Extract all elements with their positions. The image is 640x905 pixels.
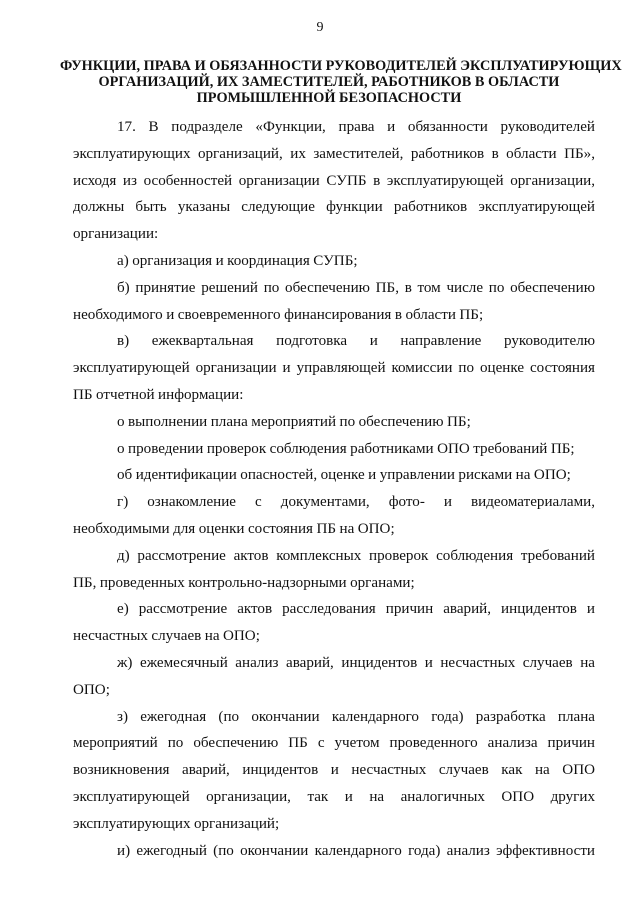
heading-line: ФУНКЦИИ, ПРАВА И ОБЯЗАННОСТИ РУКОВОДИТЕЛЕЙ ЭКСПЛУАТИРУЮЩИХ — [60, 58, 622, 74]
list-item-i: и) ежегодный (по окончании календарного года) анализ эффективности — [117, 842, 595, 859]
paragraph-17-intro: 17. В подразделе «Функции, права и обязанности руководителей эксплуатирующих организаций, их заместителей, работников в области ПБ», исходя из особенностей организации СУПБ в эксплуатирующей организации, должны быть указаны следующие функции работников эксплуатирующей организации: — [73, 119, 595, 243]
heading-line: ОРГАНИЗАЦИЙ, ИХ ЗАМЕСТИТЕЛЕЙ, РАБОТНИКОВ В ОБЛАСТИ — [98, 74, 560, 90]
list-item-z: з) ежегодная (по окончании календарного года) разработка плана мероприятий по обеспечению ПБ с учетом проведенного анализа причин возникновения аварий, инцидентов и несчастных случаев как на ОПО эксплуатирующей организации, так и на аналогичных ОПО других эксплуатирующих организаций; — [73, 708, 595, 832]
list-item-zh: ж) ежемесячный анализ аварий, инцидентов и несчастных случаев на ОПО; — [73, 654, 595, 698]
list-item-d: д) рассмотрение актов комплексных проверок соблюдения требований ПБ, проведенных контрольно-надзорными органами; — [73, 547, 595, 591]
list-item-b: б) принятие решений по обеспечению ПБ, в том числе по обеспечению необходимого и своевременного финансирования в области ПБ; — [73, 279, 595, 323]
document-body — [73, 114, 595, 864]
heading-line: ПРОМЫШЛЕННОЙ БЕЗОПАСНОСТИ — [196, 90, 462, 106]
sub-item-risks: об идентификации опасностей, оценке и управлении рисками на ОПО; — [117, 467, 571, 484]
list-item-e: е) рассмотрение актов расследования причин аварий, инцидентов и несчастных случаев на ОПО; — [73, 601, 595, 645]
page-number: 9 — [316, 20, 324, 35]
list-item-g: г) ознакомление с документами, фото- и видеоматериалами, необходимыми для оценки состояния ПБ на ОПО; — [73, 494, 595, 537]
list-item-v: в) ежеквартальная подготовка и направление руководителю эксплуатирующей организации и управляющей комиссии по оценке состояния ПБ отчетной информации: — [73, 333, 595, 403]
list-item-a: а) организация и координация СУПБ; — [117, 252, 358, 269]
section-heading — [60, 58, 622, 106]
sub-item-plan: о выполнении плана мероприятий по обеспечению ПБ; — [117, 413, 471, 430]
sub-item-inspections: о проведении проверок соблюдения работниками ОПО требований ПБ; — [117, 440, 575, 457]
